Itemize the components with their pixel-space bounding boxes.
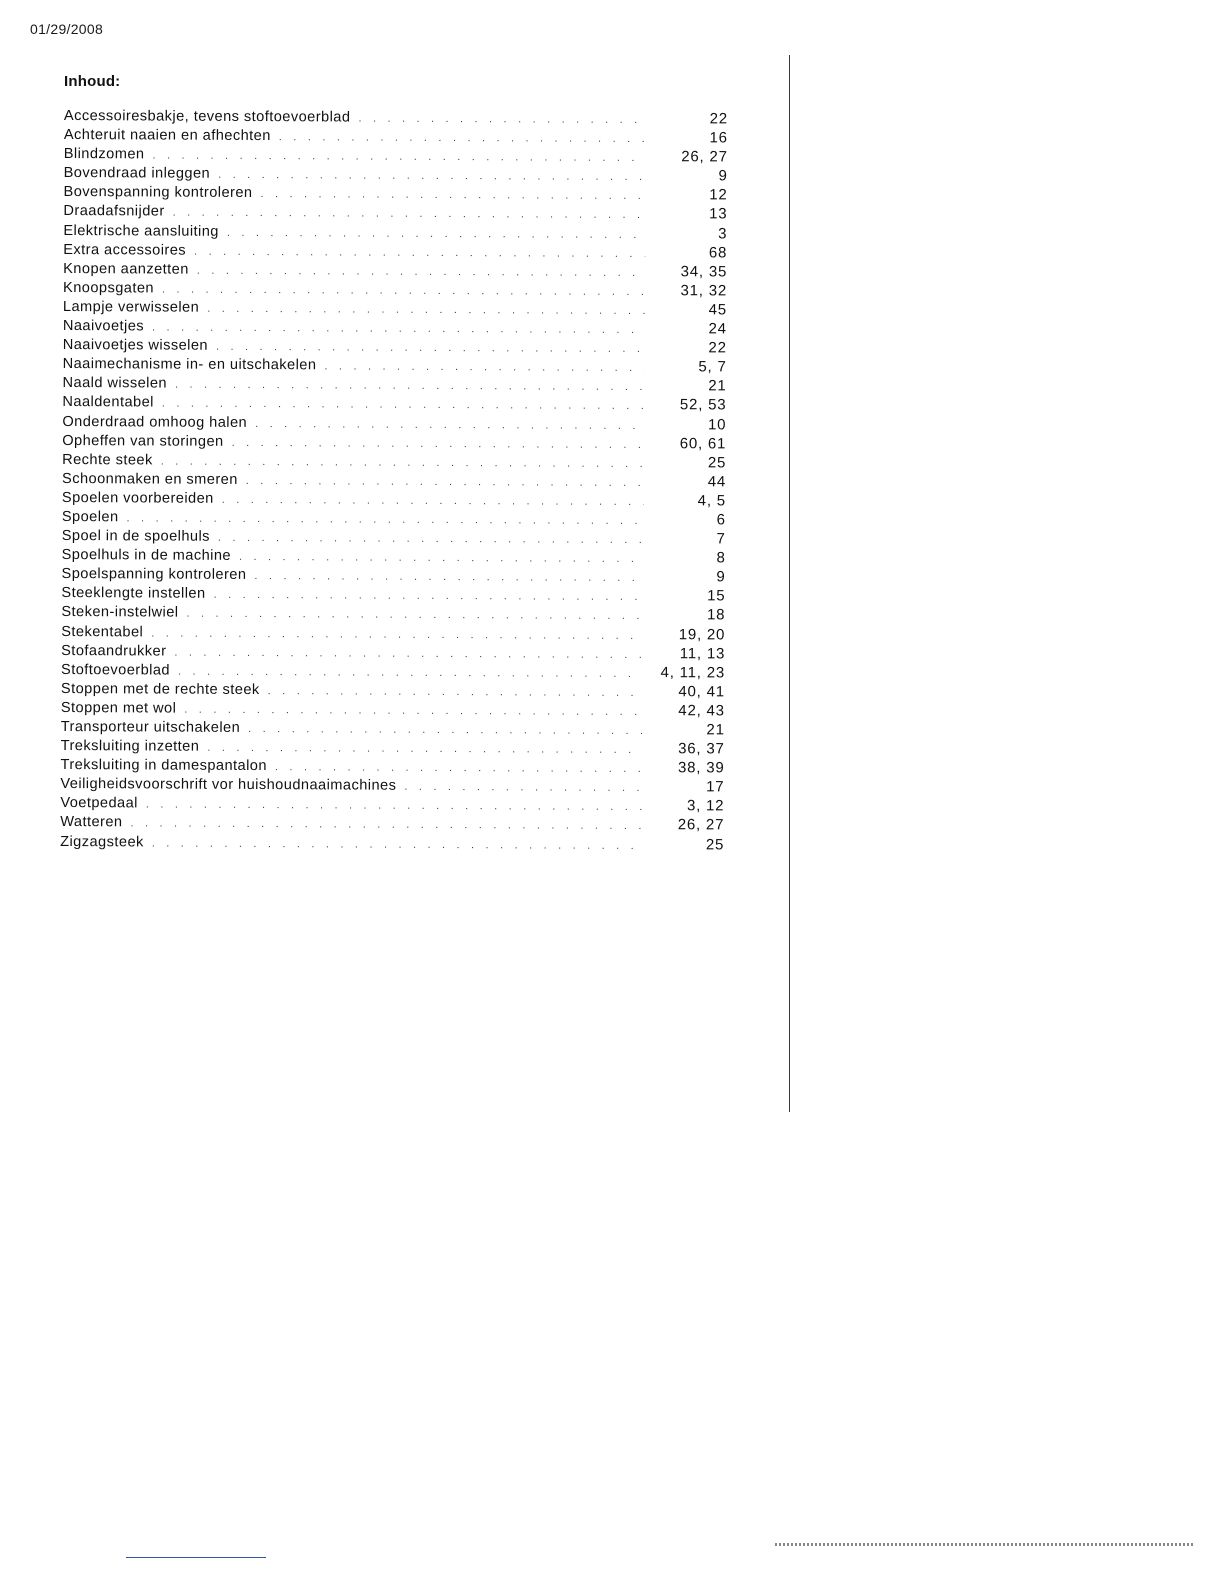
footer-dashed-rule: [775, 1543, 1195, 1546]
toc-dot-leader: [175, 376, 645, 398]
toc-entry-pages: 68: [708, 244, 728, 262]
toc-dot-leader: [197, 261, 645, 282]
toc-entry-pages: 9: [716, 568, 726, 586]
toc-entry-pages: 18: [707, 606, 726, 624]
toc-entry-title: Blindzomen: [63, 146, 145, 163]
toc-entry-title: Stoftoevoerblad: [61, 661, 171, 679]
toc-entry-title: Opheffen van storingen: [62, 432, 224, 450]
toc-entry-title: Naald wisselen: [62, 375, 168, 392]
toc-entry-title: Watteren: [60, 814, 123, 831]
toc-entry-pages: 5, 7: [698, 358, 727, 376]
toc-entry-pages: 45: [708, 301, 727, 319]
toc-entry-pages: 17: [706, 778, 725, 796]
toc-entry-title: Extra accessoires: [63, 241, 187, 259]
toc-entry-title: Spoelspanning kontroleren: [61, 566, 247, 584]
toc-dot-leader: [151, 624, 643, 646]
toc-entry-title: Treksluiting inzetten: [60, 738, 200, 755]
toc-dot-leader: [218, 529, 644, 550]
toc-dot-leader: [184, 701, 643, 722]
toc-entry-pages: 11, 13: [679, 644, 726, 663]
toc-dot-leader: [194, 242, 645, 263]
toc-entry-pages: 4, 11, 23: [660, 663, 726, 682]
toc-entry-pages: 10: [708, 415, 727, 433]
toc-entry-title: Stekentabel: [61, 623, 144, 640]
page-title: Inhoud:: [64, 73, 121, 90]
toc-dot-leader: [232, 433, 645, 454]
toc-entry-title: Spoelen voorbereiden: [61, 489, 214, 507]
toc-entry-pages: 38, 39: [677, 759, 725, 777]
toc-entry-pages: 25: [705, 835, 725, 854]
toc-entry-title: Spoelen: [61, 508, 119, 526]
toc-entry-title: Voetpedaal: [60, 795, 138, 812]
toc-dot-leader: [218, 166, 646, 187]
toc-entry-title: Naaivoetjes wisselen: [62, 337, 209, 354]
toc-entry-pages: 24: [708, 320, 727, 338]
toc-dot-leader: [358, 110, 646, 131]
toc-entry-pages: 26, 27: [681, 148, 728, 166]
toc-dot-leader: [152, 147, 645, 169]
toc-dot-leader: [260, 185, 645, 206]
toc-entry-pages: 8: [716, 549, 726, 567]
toc-entry-title: Stoppen met wol: [60, 699, 177, 717]
toc-entry-pages: 4, 5: [697, 492, 726, 510]
toc-dot-leader: [404, 778, 642, 798]
toc-entry-pages: 7: [716, 530, 726, 548]
toc-entry-pages: 12: [709, 186, 728, 204]
toc-entry-pages: 26, 27: [677, 816, 725, 834]
toc-dot-leader: [222, 491, 644, 512]
toc-dot-leader: [227, 223, 646, 244]
toc-entry-pages: 44: [707, 473, 727, 491]
toc-entry-pages: 22: [708, 339, 727, 357]
toc-dot-leader: [268, 682, 643, 703]
toc-entry-title: Spoel in de spoelhuls: [61, 528, 210, 545]
toc-entry-title: Naaimechanisme in- en uitschakelen: [62, 356, 317, 374]
toc-entry-pages: 31, 32: [680, 282, 728, 300]
toc-entry-title: Naaivoetjes: [62, 318, 145, 335]
toc-entry-pages: 42, 43: [678, 702, 725, 720]
toc-dot-leader: [162, 280, 645, 302]
toc-dot-leader: [239, 548, 644, 569]
toc-entry: [64, 106, 728, 129]
toc-entry-title: Lampje verwisselen: [62, 298, 200, 316]
toc-entry-pages: 16: [709, 129, 728, 147]
toc-entry-title: Veiligheidsvoorschrift vor huishoudnaaimachines: [60, 776, 397, 795]
toc-entry-title: Steken-instelwiel: [61, 604, 179, 622]
toc-dot-leader: [254, 567, 643, 588]
toc-entry-title: Transporteur uitschakelen: [60, 718, 241, 736]
toc-entry-pages: 25: [707, 454, 727, 472]
toc-entry-title: Schoonmaken en smeren: [62, 470, 238, 488]
toc-dot-leader: [186, 605, 643, 626]
toc-entry-title: Bovendraad inleggen: [63, 165, 211, 183]
toc-dot-leader: [279, 128, 646, 149]
toc-entry-pages: 3: [718, 224, 728, 243]
table-of-contents: [60, 106, 728, 854]
toc-dot-leader: [152, 834, 642, 856]
toc-entry-title: Spoelhuls in de machine: [61, 547, 232, 565]
toc-entry-title: Zigzagsteek: [60, 833, 144, 850]
toc-entry-title: Elektrische aansluiting: [63, 222, 219, 240]
toc-dot-leader: [152, 318, 645, 340]
toc-entry-pages: 21: [706, 721, 725, 739]
toc-entry-pages: 3, 12: [686, 797, 725, 815]
toc-entry-title: Stoppen met de rechte steek: [60, 680, 260, 698]
toc-entry-title: Naaldentabel: [62, 394, 154, 411]
toc-entry-pages: 40, 41: [678, 683, 725, 701]
toc-entry-title: Stofaandrukker: [61, 642, 167, 660]
toc-entry-title: Knoopsgaten: [63, 279, 155, 297]
vertical-margin-rule: [789, 55, 790, 1112]
toc-dot-leader: [248, 720, 643, 741]
toc-dot-leader: [246, 472, 644, 493]
toc-entry-title: Knopen aanzetten: [63, 260, 189, 278]
toc-dot-leader: [207, 300, 645, 321]
scan-date: 01/29/2008: [30, 21, 104, 37]
toc-entry-pages: 36, 37: [678, 740, 725, 758]
toc-entry-title: Treksluiting in damespantalon: [60, 757, 267, 775]
toc-entry-pages: 19, 20: [678, 625, 726, 644]
toc-dot-leader: [174, 643, 643, 665]
toc-entry-pages: 6: [716, 511, 726, 529]
toc-entry-title: Bovenspanning kontroleren: [63, 184, 253, 202]
toc-entry-pages: 52, 53: [679, 396, 727, 414]
toc-dot-leader: [255, 415, 644, 436]
toc-entry-title: Draadafsnijder: [63, 203, 165, 220]
toc-entry-pages: 13: [709, 205, 728, 223]
toc-dot-leader: [324, 358, 644, 379]
toc-entry-title: Rechte steek: [62, 451, 153, 469]
toc-entry-title: Achteruit naaien en afhechten: [63, 127, 271, 145]
toc-dot-leader: [173, 204, 646, 226]
toc-entry-pages: 60, 61: [679, 434, 727, 453]
toc-dot-leader: [146, 796, 643, 818]
toc-dot-leader: [214, 586, 644, 607]
toc-entry-pages: 9: [718, 167, 728, 185]
toc-entry-pages: 34, 35: [680, 262, 728, 281]
toc-entry-title: Onderdraad omhoog halen: [62, 413, 248, 431]
footer-rule: [126, 1557, 266, 1558]
toc-entry-title: Accessoiresbakje, tevens stoftoevoerblad: [63, 107, 351, 126]
toc-entry-pages: 21: [708, 377, 727, 395]
toc-entry-pages: 15: [707, 587, 726, 605]
toc-entry-pages: 22: [709, 110, 728, 128]
toc-entry-title: Steeklengte instellen: [61, 585, 206, 603]
